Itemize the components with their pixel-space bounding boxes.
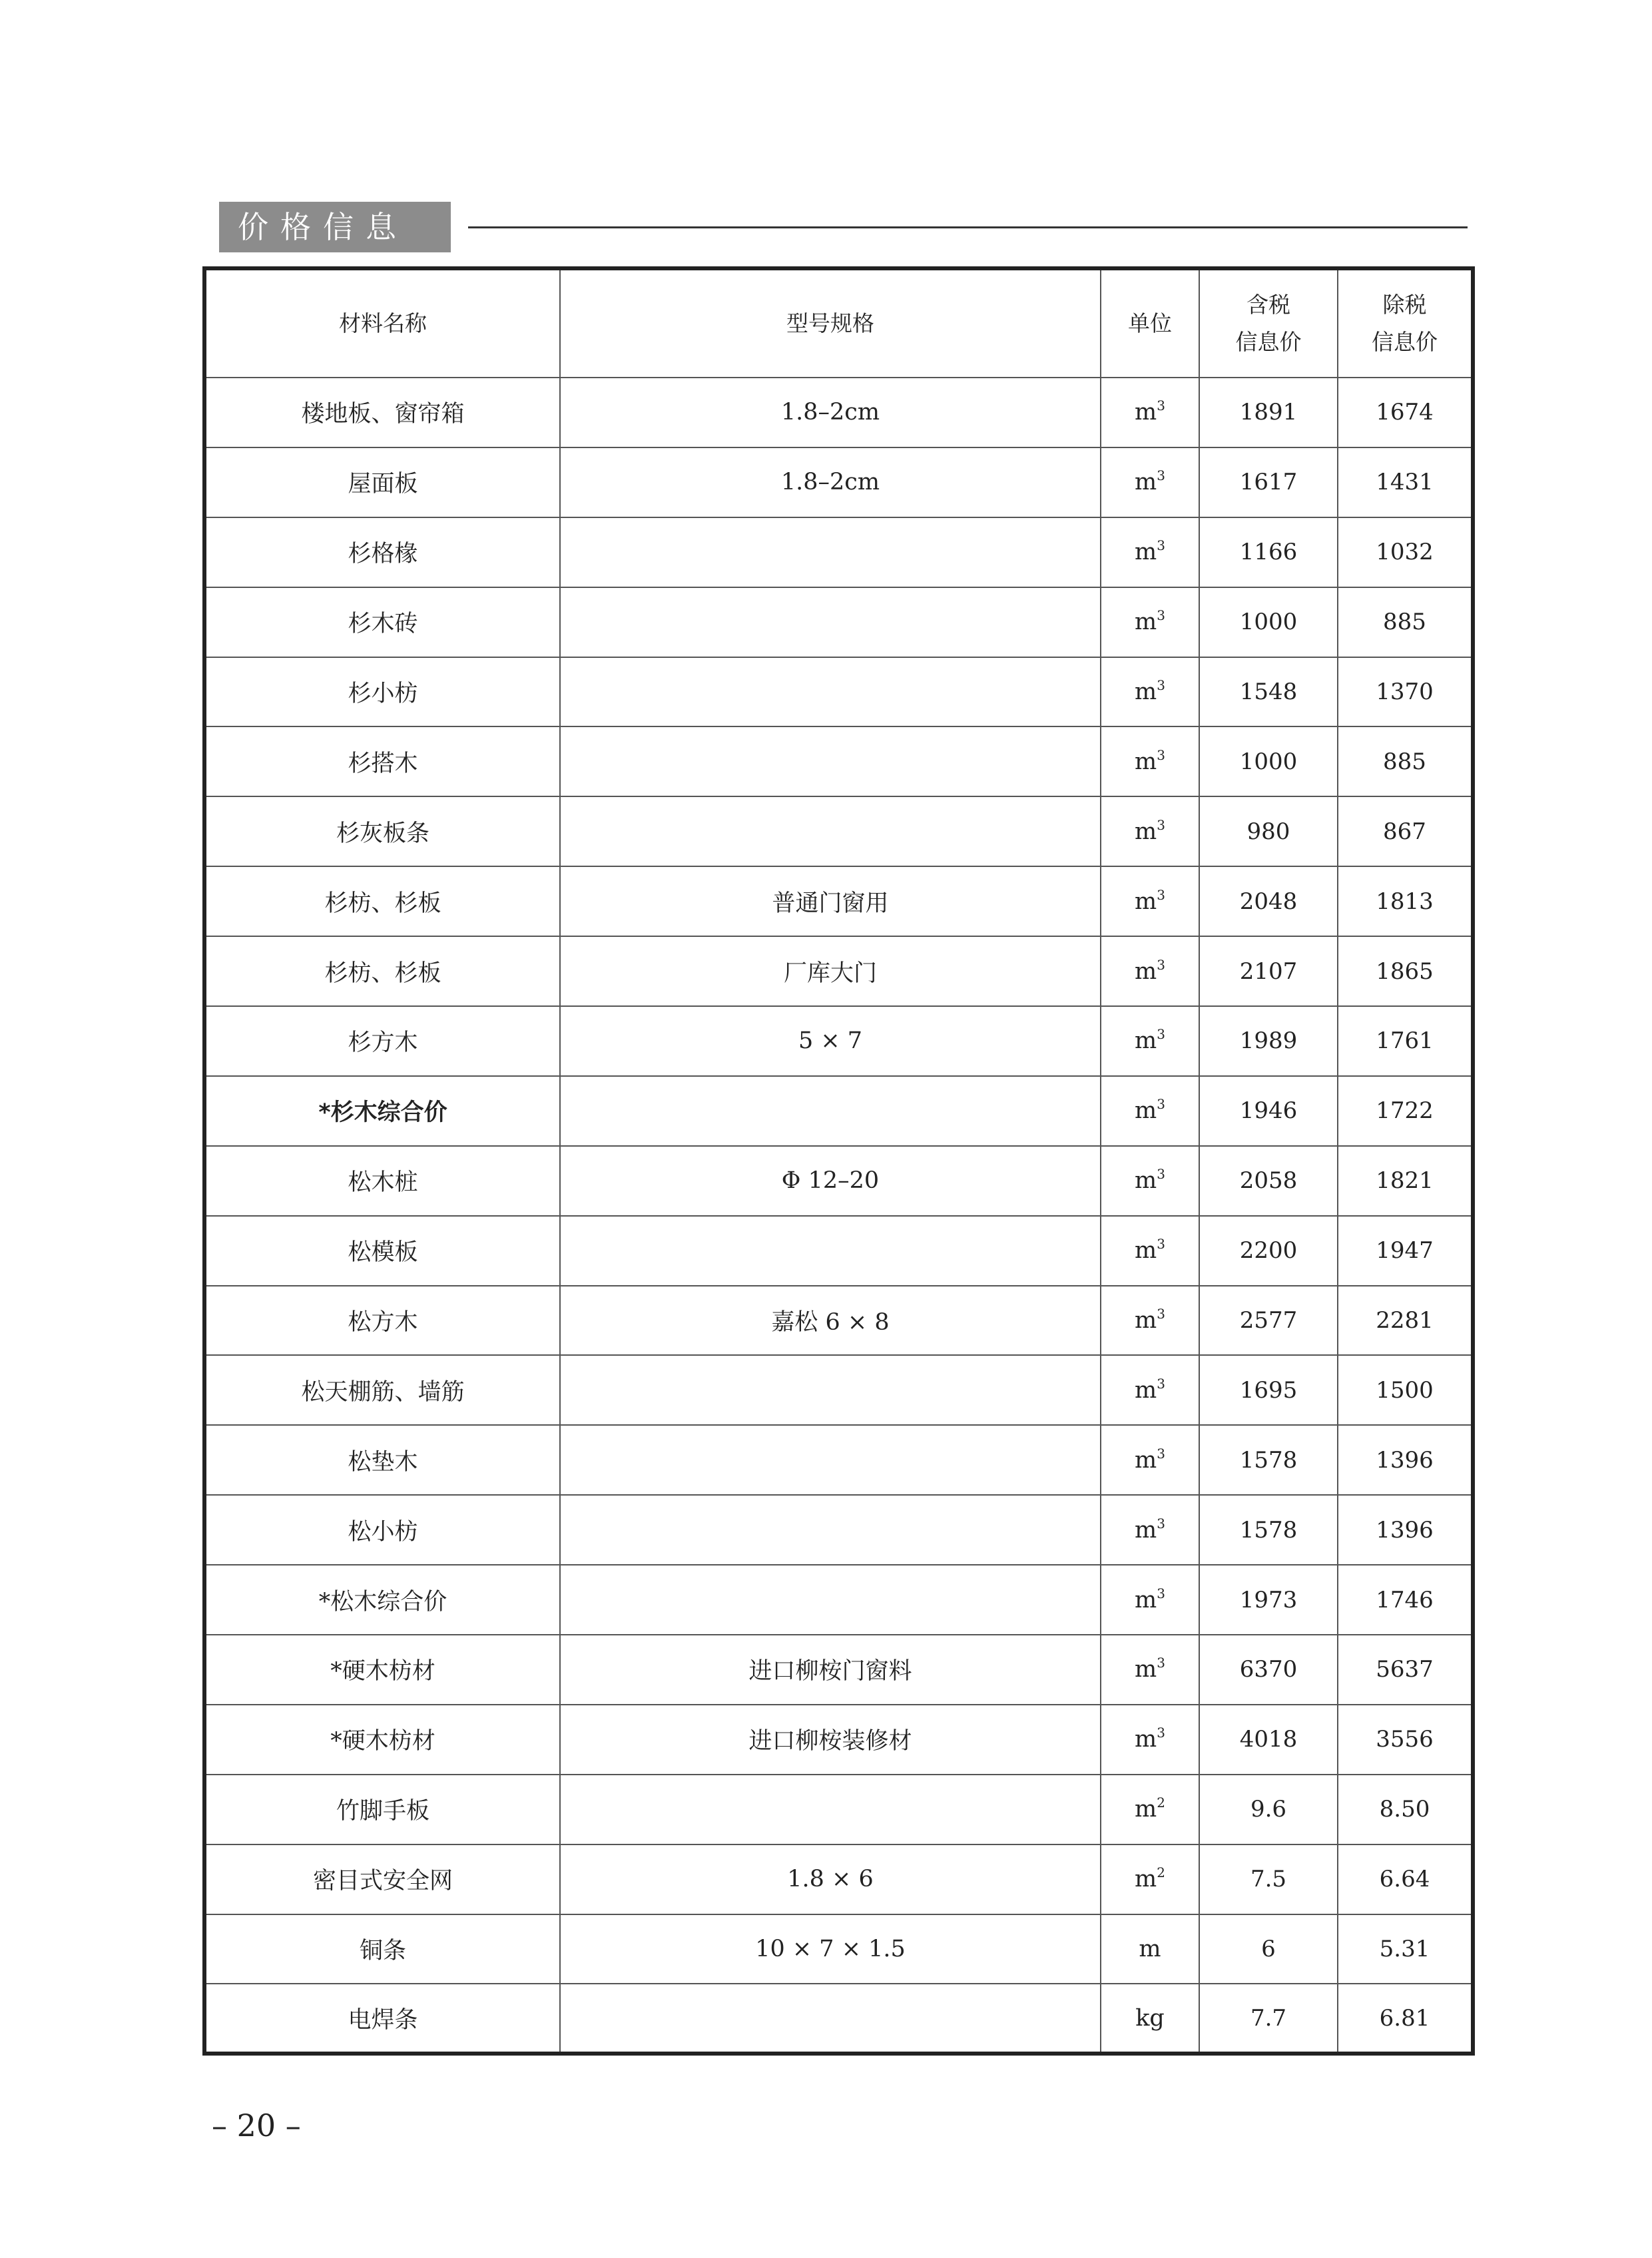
unit-exponent: 3	[1157, 1236, 1165, 1253]
section-header	[219, 202, 1468, 254]
cell-untaxed-price: 1032	[1338, 517, 1473, 587]
cell-untaxed-price: 6.64	[1338, 1844, 1473, 1914]
table-header-row	[204, 268, 1473, 378]
table-row	[204, 1216, 1473, 1286]
cell-taxed-price: 2577	[1199, 1286, 1338, 1356]
cell-taxed-price: 7.5	[1199, 1844, 1338, 1914]
cell-material-name: *松木综合价	[204, 1565, 560, 1635]
col-header-taxed	[1199, 268, 1338, 378]
cell-taxed-price: 6	[1199, 1914, 1338, 1984]
table-row	[204, 657, 1473, 727]
cell-unit	[1101, 657, 1199, 727]
cell-taxed-price: 980	[1199, 796, 1338, 866]
table-row	[204, 1775, 1473, 1844]
unit-exponent: 3	[1157, 1655, 1165, 1671]
cell-material-name: 松木桩	[204, 1146, 560, 1216]
cell-untaxed-price: 6.81	[1338, 1984, 1473, 2054]
cell-untaxed-price: 1500	[1338, 1355, 1473, 1425]
table-row	[204, 1076, 1473, 1146]
cell-taxed-price: 1891	[1199, 378, 1338, 447]
cell-material-name: *硬木枋材	[204, 1705, 560, 1775]
unit-base: m	[1135, 1097, 1157, 1125]
cell-material-name: 杉搭木	[204, 726, 560, 796]
unit-exponent: 3	[1157, 816, 1165, 833]
cell-taxed-price: 1578	[1199, 1495, 1338, 1565]
cell-spec	[560, 517, 1101, 587]
cell-untaxed-price: 867	[1338, 796, 1473, 866]
table-row	[204, 1914, 1473, 1984]
cell-material-name: 松垫木	[204, 1425, 560, 1495]
cell-spec	[560, 1216, 1101, 1286]
cell-material-name: 密目式安全网	[204, 1844, 560, 1914]
col-header-untaxed-line1: 除税	[1382, 292, 1427, 318]
unit-exponent: 3	[1157, 467, 1165, 484]
cell-unit	[1101, 1635, 1199, 1705]
table-row	[204, 796, 1473, 866]
cell-material-name: 杉枋、杉板	[204, 866, 560, 936]
col-header-taxed-line2: 信息价	[1235, 329, 1302, 355]
col-header-taxed-line1: 含税	[1246, 292, 1290, 318]
unit-exponent: 3	[1157, 956, 1165, 973]
cell-untaxed-price: 5637	[1338, 1635, 1473, 1705]
cell-spec	[560, 1775, 1101, 1844]
unit-base: m	[1135, 818, 1157, 845]
table-row	[204, 866, 1473, 936]
cell-taxed-price: 1973	[1199, 1565, 1338, 1635]
unit-base: m	[1135, 1237, 1157, 1265]
unit-exponent: 3	[1157, 607, 1165, 624]
cell-spec: 嘉松 6 × 8	[560, 1286, 1101, 1356]
cell-untaxed-price: 1431	[1338, 447, 1473, 517]
cell-taxed-price: 6370	[1199, 1635, 1338, 1705]
table-row	[204, 517, 1473, 587]
cell-unit	[1101, 1844, 1199, 1914]
table-body	[204, 378, 1473, 2054]
unit-exponent: 3	[1157, 398, 1165, 414]
unit-base: m	[1135, 679, 1157, 705]
unit-exponent: 3	[1157, 1026, 1165, 1043]
unit-base: m	[1139, 1936, 1161, 1963]
cell-unit	[1101, 517, 1199, 587]
table-row	[204, 1286, 1473, 1356]
table-row	[204, 587, 1473, 657]
cell-unit	[1101, 1216, 1199, 1286]
cell-unit	[1101, 1775, 1199, 1844]
cell-taxed-price: 2048	[1199, 866, 1338, 936]
table-row	[204, 1146, 1473, 1216]
cell-untaxed-price: 1746	[1338, 1565, 1473, 1635]
cell-untaxed-price: 1865	[1338, 936, 1473, 1006]
page-number: – 20 –	[212, 2108, 301, 2143]
unit-exponent: 3	[1157, 1585, 1165, 1601]
cell-taxed-price: 1695	[1199, 1355, 1338, 1425]
cell-spec	[560, 726, 1101, 796]
table-row	[204, 1425, 1473, 1495]
table-row	[204, 1495, 1473, 1565]
cell-material-name: 杉小枋	[204, 657, 560, 727]
cell-material-name: 铜条	[204, 1914, 560, 1984]
cell-taxed-price: 1617	[1199, 447, 1338, 517]
unit-base: m	[1135, 609, 1157, 636]
cell-unit	[1101, 1495, 1199, 1565]
cell-material-name: 松方木	[204, 1286, 560, 1356]
header-divider	[468, 226, 1468, 228]
unit-base: m	[1135, 1726, 1157, 1753]
cell-taxed-price: 1548	[1199, 657, 1338, 727]
cell-unit	[1101, 1006, 1199, 1076]
cell-taxed-price: 1578	[1199, 1425, 1338, 1495]
cell-untaxed-price: 1396	[1338, 1425, 1473, 1495]
table-row	[204, 1355, 1473, 1425]
cell-material-name: *硬木枋材	[204, 1635, 560, 1705]
price-table	[202, 266, 1475, 2056]
cell-untaxed-price: 5.31	[1338, 1914, 1473, 1984]
cell-material-name: 杉木砖	[204, 587, 560, 657]
cell-unit	[1101, 1076, 1199, 1146]
unit-base: m	[1135, 888, 1157, 915]
cell-material-name: *杉木综合价	[204, 1076, 560, 1146]
cell-untaxed-price: 1722	[1338, 1076, 1473, 1146]
unit-exponent: 3	[1157, 1515, 1165, 1532]
table-row	[204, 1635, 1473, 1705]
cell-untaxed-price: 8.50	[1338, 1775, 1473, 1844]
unit-exponent: 3	[1157, 1375, 1165, 1392]
cell-unit	[1101, 796, 1199, 866]
cell-unit	[1101, 726, 1199, 796]
unit-base: m	[1135, 1167, 1157, 1195]
unit-base: m	[1135, 1796, 1157, 1823]
unit-base: m	[1135, 1516, 1157, 1544]
cell-unit	[1101, 378, 1199, 447]
cell-taxed-price: 9.6	[1199, 1775, 1338, 1844]
cell-unit	[1101, 1286, 1199, 1356]
cell-spec: 厂库大门	[560, 936, 1101, 1006]
table-row	[204, 1705, 1473, 1775]
cell-unit	[1101, 1146, 1199, 1216]
cell-untaxed-price: 3556	[1338, 1705, 1473, 1775]
cell-unit	[1101, 447, 1199, 517]
unit-base: m	[1135, 748, 1157, 775]
cell-material-name: 竹脚手板	[204, 1775, 560, 1844]
cell-untaxed-price: 2281	[1338, 1286, 1473, 1356]
unit-exponent: 3	[1157, 886, 1165, 903]
cell-material-name: 楼地板、窗帘箱	[204, 378, 560, 447]
col-header-spec: 型号规格	[560, 268, 1101, 378]
unit-base: m	[1135, 958, 1157, 985]
unit-base: m	[1135, 399, 1157, 426]
unit-exponent: 2	[1157, 1864, 1165, 1881]
unit-exponent: 3	[1157, 1306, 1165, 1322]
cell-spec	[560, 1425, 1101, 1495]
cell-unit	[1101, 1565, 1199, 1635]
cell-material-name: 屋面板	[204, 447, 560, 517]
cell-material-name: 杉方木	[204, 1006, 560, 1076]
cell-spec: 5 × 7	[560, 1006, 1101, 1076]
unit-base: m	[1135, 1866, 1157, 1893]
unit-exponent: 3	[1157, 746, 1165, 763]
cell-material-name: 杉格椽	[204, 517, 560, 587]
cell-taxed-price: 4018	[1199, 1705, 1338, 1775]
cell-spec	[560, 657, 1101, 727]
cell-spec: 进口柳桉装修材	[560, 1705, 1101, 1775]
table-row	[204, 447, 1473, 517]
col-header-name: 材料名称	[204, 268, 560, 378]
cell-unit	[1101, 1914, 1199, 1984]
cell-spec: Φ 12–20	[560, 1146, 1101, 1216]
cell-taxed-price: 2200	[1199, 1216, 1338, 1286]
unit-base: m	[1135, 1027, 1157, 1055]
cell-unit	[1101, 1984, 1199, 2054]
cell-spec	[560, 1495, 1101, 1565]
cell-spec	[560, 1565, 1101, 1635]
table-row	[204, 1844, 1473, 1914]
cell-material-name: 杉枋、杉板	[204, 936, 560, 1006]
unit-exponent: 3	[1157, 537, 1165, 554]
cell-untaxed-price: 885	[1338, 726, 1473, 796]
cell-spec	[560, 1355, 1101, 1425]
table-row	[204, 1984, 1473, 2054]
cell-taxed-price: 2058	[1199, 1146, 1338, 1216]
cell-untaxed-price: 1813	[1338, 866, 1473, 936]
unit-base: m	[1135, 469, 1157, 496]
col-header-untaxed-line2: 信息价	[1372, 329, 1438, 355]
unit-exponent: 3	[1157, 1166, 1165, 1183]
unit-exponent: 2	[1157, 1795, 1165, 1811]
cell-material-name: 松模板	[204, 1216, 560, 1286]
cell-unit	[1101, 936, 1199, 1006]
cell-spec: 进口柳桉门窗料	[560, 1635, 1101, 1705]
unit-base: m	[1135, 1586, 1157, 1613]
cell-spec	[560, 1984, 1101, 2054]
cell-unit	[1101, 1355, 1199, 1425]
section-title: 价格信息	[219, 202, 451, 252]
unit-exponent: 3	[1157, 1445, 1165, 1462]
unit-base: m	[1135, 539, 1157, 566]
cell-taxed-price: 1166	[1199, 517, 1338, 587]
cell-spec	[560, 796, 1101, 866]
cell-material-name: 松小枋	[204, 1495, 560, 1565]
cell-untaxed-price: 1947	[1338, 1216, 1473, 1286]
unit-exponent: 3	[1157, 1725, 1165, 1741]
cell-taxed-price: 1989	[1199, 1006, 1338, 1076]
cell-unit	[1101, 587, 1199, 657]
cell-material-name: 松天棚筋、墙筋	[204, 1355, 560, 1425]
cell-untaxed-price: 1396	[1338, 1495, 1473, 1565]
cell-untaxed-price: 885	[1338, 587, 1473, 657]
cell-spec	[560, 587, 1101, 657]
table-row	[204, 726, 1473, 796]
cell-taxed-price: 1000	[1199, 587, 1338, 657]
cell-taxed-price: 7.7	[1199, 1984, 1338, 2054]
unit-base: m	[1135, 1446, 1157, 1474]
cell-unit	[1101, 866, 1199, 936]
cell-spec: 10 × 7 × 1.5	[560, 1914, 1101, 1984]
cell-spec: 普通门窗用	[560, 866, 1101, 936]
unit-base: kg	[1135, 2004, 1165, 2032]
unit-base: m	[1135, 1307, 1157, 1334]
cell-taxed-price: 2107	[1199, 936, 1338, 1006]
cell-untaxed-price: 1821	[1338, 1146, 1473, 1216]
cell-spec: 1.8–2cm	[560, 378, 1101, 447]
cell-unit	[1101, 1705, 1199, 1775]
cell-unit	[1101, 1425, 1199, 1495]
unit-exponent: 3	[1157, 677, 1165, 693]
cell-spec	[560, 1076, 1101, 1146]
cell-material-name: 电焊条	[204, 1984, 560, 2054]
cell-material-name: 杉灰板条	[204, 796, 560, 866]
cell-taxed-price: 1000	[1199, 726, 1338, 796]
table-row	[204, 936, 1473, 1006]
unit-exponent: 3	[1157, 1096, 1165, 1113]
cell-taxed-price: 1946	[1199, 1076, 1338, 1146]
table-row	[204, 378, 1473, 447]
cell-untaxed-price: 1761	[1338, 1006, 1473, 1076]
cell-untaxed-price: 1370	[1338, 657, 1473, 727]
table-row	[204, 1006, 1473, 1076]
unit-base: m	[1135, 1376, 1157, 1404]
cell-spec: 1.8–2cm	[560, 447, 1101, 517]
unit-base: m	[1135, 1656, 1157, 1683]
cell-untaxed-price: 1674	[1338, 378, 1473, 447]
col-header-unit: 单位	[1101, 268, 1199, 378]
table-row	[204, 1565, 1473, 1635]
col-header-untaxed	[1338, 268, 1473, 378]
cell-spec: 1.8 × 6	[560, 1844, 1101, 1914]
